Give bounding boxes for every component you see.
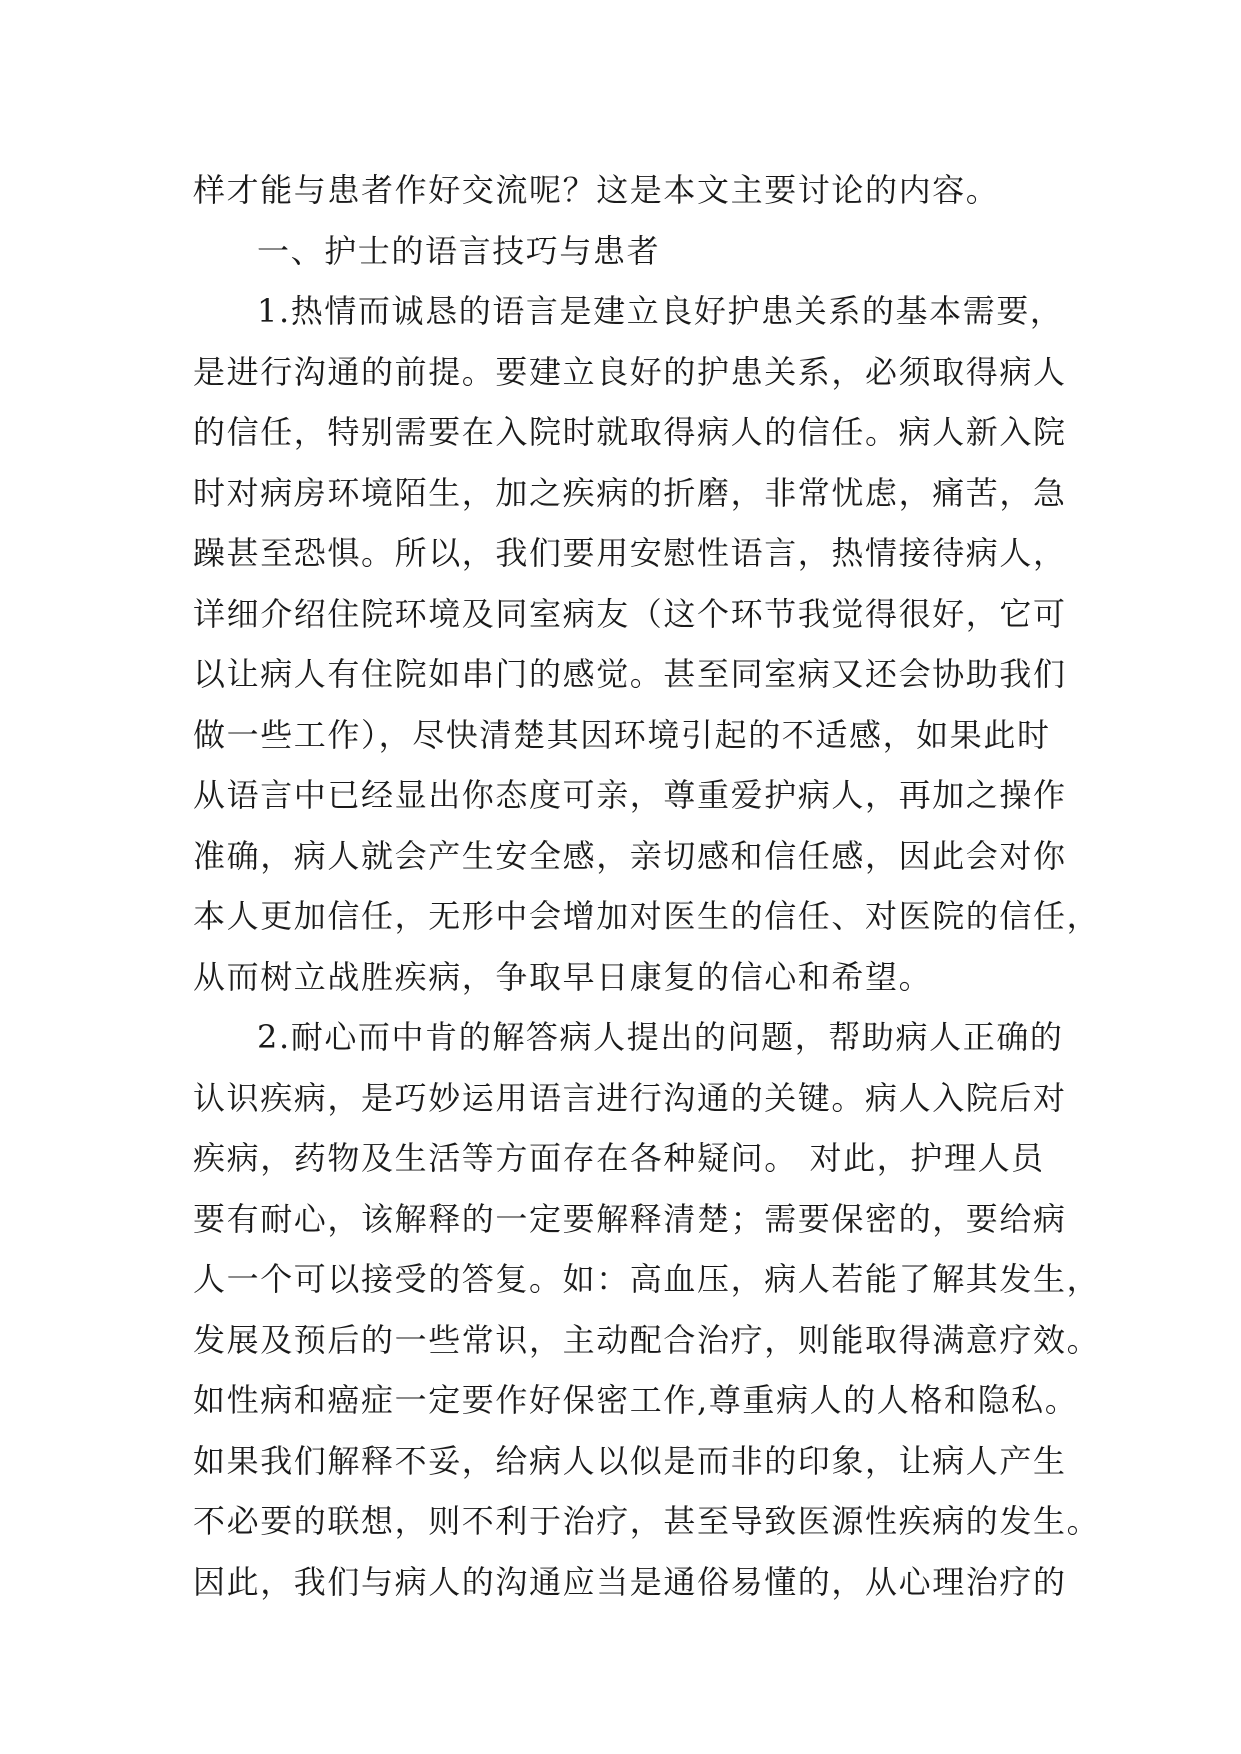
text-line: 因此，我们与病人的沟通应当是通俗易懂的，从心理治疗的	[193, 1562, 1067, 1601]
text-line: 1.热情而诚恳的语言是建立良好护患关系的基本需要，	[257, 292, 1064, 330]
text-line: 从而树立战胜疾病，争取早日康复的信心和希望。	[193, 957, 933, 996]
document-body	[193, 160, 1101, 1612]
text-line: 疾病，药物及生活等方面存在各种疑问。 对此，护理人员	[193, 1139, 1045, 1177]
text-line: 样才能与患者作好交流呢？这是本文主要讨论的内容。	[193, 171, 1000, 209]
text-line: 2.耐心而中肯的解答病人提出的问题，帮助病人正确的	[257, 1018, 1064, 1056]
text-line: 认识疾病，是巧妙运用语言进行沟通的关键。病人入院后对	[193, 1078, 1067, 1117]
section-heading: 一、护士的语言技巧与患者	[257, 231, 661, 270]
text-line: 做一些工作），尽快清楚其因环境引起的不适感，如果此时	[193, 715, 1051, 754]
text-line: 是进行沟通的前提。要建立良好的护患关系，必须取得病人	[193, 352, 1067, 391]
text-line: 的信任，特别需要在入院时就取得病人的信任。病人新入院	[193, 413, 1067, 451]
text-line: 准确，病人就会产生安全感，亲切感和信任感，因此会对你	[193, 836, 1067, 875]
text-line: 不必要的联想，则不利于治疗，甚至导致医源性疾病的发生。	[193, 1502, 1101, 1540]
text-line: 本人更加信任，无形中会增加对医生的信任、对医院的信任，	[193, 897, 1101, 935]
text-line: 时对病房环境陌生，加之疾病的折磨，非常忧虑，痛苦，急	[193, 473, 1067, 512]
text-line: 以让病人有住院如串门的感觉。甚至同室病又还会协助我们	[193, 655, 1067, 693]
text-line: 如果我们解释不妥，给病人以似是而非的印象，让病人产生	[193, 1441, 1067, 1480]
text-line: 要有耐心，该解释的一定要解释清楚；需要保密的，要给病	[193, 1199, 1067, 1238]
text-line: 如性病和癌症一定要作好保密工作,尊重病人的人格和隐私。	[193, 1381, 1079, 1419]
text-line: 详细介绍住院环境及同室病友（这个环节我觉得很好，它可	[193, 594, 1067, 633]
text-line: 躁甚至恐惧。所以，我们要用安慰性语言，热情接待病人，	[193, 534, 1067, 572]
text-line: 从语言中已经显出你态度可亲，尊重爱护病人，再加之操作	[193, 776, 1067, 814]
text-line: 人一个可以接受的答复。如：高血压，病人若能了解其发生，	[193, 1260, 1101, 1298]
text-line: 发展及预后的一些常识，主动配合治疗，则能取得满意疗效。	[193, 1320, 1101, 1359]
